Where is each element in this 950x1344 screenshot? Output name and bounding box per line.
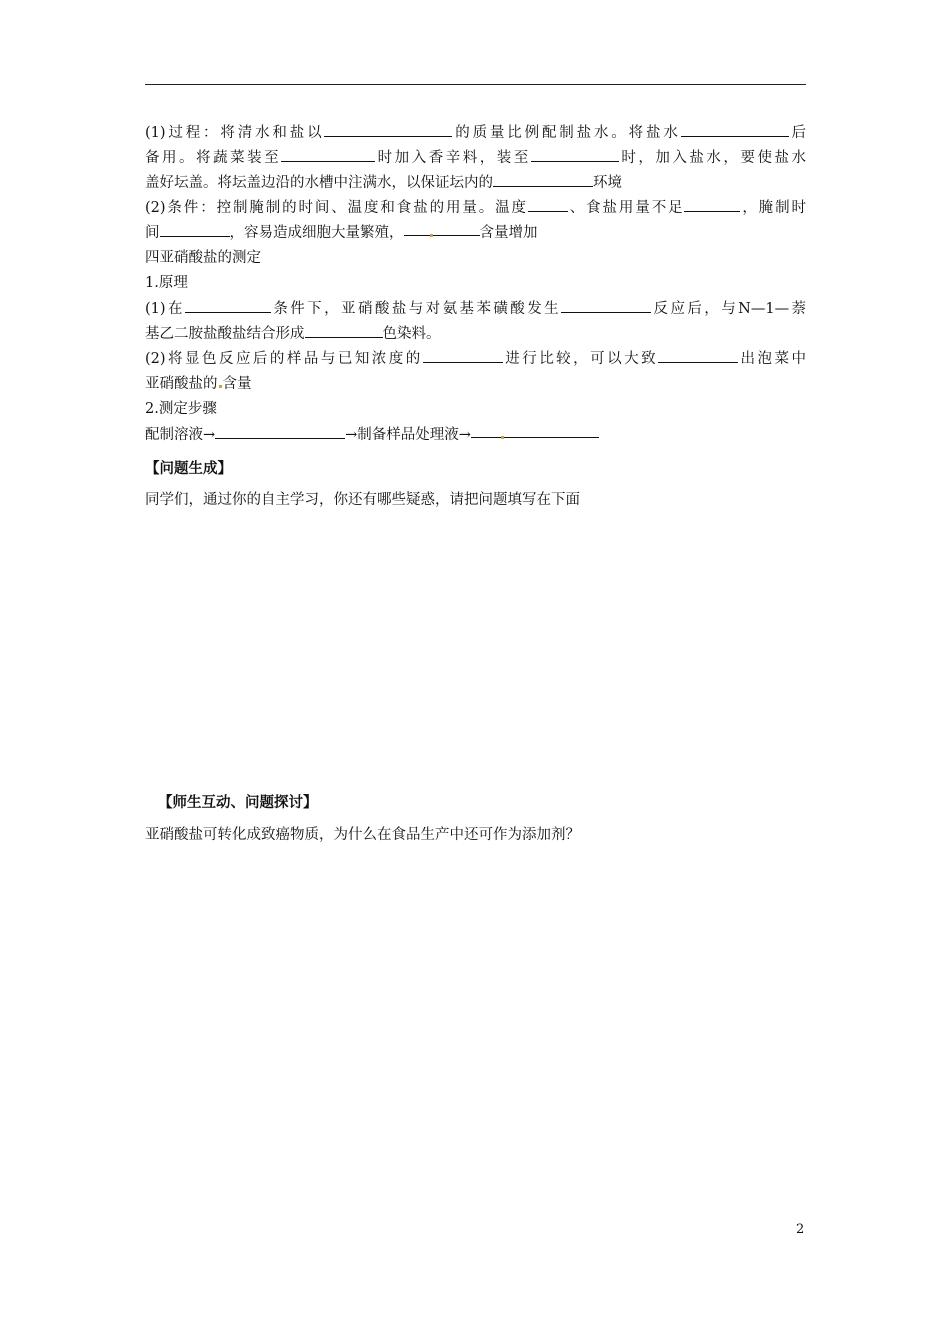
text-segment: (1)过程：将清水和盐以 [145,125,325,141]
dot-mark [430,234,433,237]
fill-blank[interactable] [561,298,651,313]
fill-blank[interactable] [281,147,375,162]
text-segment: 条件下，亚硝酸盐与对氨基苯磺酸发生 [270,301,562,317]
text-line-process-2 [145,146,806,170]
fill-blank[interactable] [160,222,230,237]
text-line-conditions-2 [145,221,806,245]
fill-blank[interactable] [531,147,619,162]
text-segment: 进行比较，可以大致 [502,351,659,367]
fill-blank[interactable] [324,122,452,137]
text-line-principle-4 [145,372,806,396]
text-segment: 时，加入盐水，要使盐水 [618,150,807,166]
text-segment: 盖好坛盖。将坛盖边沿的水槽中注满水，以保证坛内的 [145,175,493,191]
text-segment: 色染料。 [382,326,441,342]
text-segment: 出泡菜中 [738,351,807,367]
text-segment: ，容易造成细胞大量繁殖， [229,225,404,241]
text-line-steps [145,423,806,447]
text-segment: 环境 [593,175,622,191]
text-line-principle-2 [145,322,806,346]
fill-blank[interactable] [681,122,789,137]
text-segment: 基乙二胺盐酸盐结合形成 [145,326,305,342]
text-segment: 后 [788,125,806,141]
fill-blank[interactable] [528,197,568,212]
dot-mark [219,385,222,388]
fill-blank[interactable] [185,298,271,313]
text-segment: 亚硝酸盐的 [145,376,218,392]
text-segment: (1)在 [145,301,185,317]
text-segment: 含量增加 [479,225,538,241]
fill-blank[interactable] [658,348,738,363]
fill-blank[interactable] [215,424,345,439]
text-segment: 反应后，与N—1—萘 [651,301,806,317]
dot-mark [501,436,504,439]
text-line-principle-3 [145,347,806,371]
text-line-conditions-1 [145,196,806,220]
fill-blank[interactable] [423,348,503,363]
question-prompt: 同学们，通过你的自主学习，你还有哪些疑惑，请把问题填写在下面 [145,492,580,508]
text-line-principle-1 [145,297,806,321]
text-segment: 、食盐用量不足 [567,200,685,216]
discussion-question: 亚硝酸盐可转化成致癌物质，为什么在食品生产中还可作为添加剂？ [145,827,580,843]
text-segment: 配制溶液→ [145,427,216,443]
text-line-process-1 [145,121,806,145]
text-segment: 备用。将蔬菜装至 [145,150,282,166]
fill-blank[interactable] [471,423,599,438]
section-title-nitrite: 四亚硝酸盐的测定 [145,250,261,266]
discussion-heading: 【师生互动、问题探讨】 [158,795,318,811]
fill-blank[interactable] [404,221,480,236]
text-segment: 含量 [222,376,252,392]
text-line-process-3 [145,171,806,195]
subsection-steps: 2.测定步骤 [145,401,217,417]
subsection-principle: 1.原理 [145,275,188,291]
question-heading: 【问题生成】 [145,461,232,477]
text-segment: (2)条件：控制腌制的时间、温度和食盐的用量。温度 [145,200,528,216]
text-segment: 的质量比例配制盐水。将盐水 [452,125,681,141]
page-number: 2 [796,1222,805,1237]
text-segment: 间 [145,225,160,241]
text-segment: (2)将显色反应后的样品与已知浓度的 [145,351,423,367]
text-segment: ，腌制时 [740,200,807,216]
header-rule [145,84,806,85]
fill-blank[interactable] [305,323,383,338]
text-segment: →制备样品处理液→ [345,427,471,443]
fill-blank[interactable] [493,172,593,187]
text-segment: 时加入香辛料，装至 [375,150,531,166]
fill-blank[interactable] [684,197,740,212]
